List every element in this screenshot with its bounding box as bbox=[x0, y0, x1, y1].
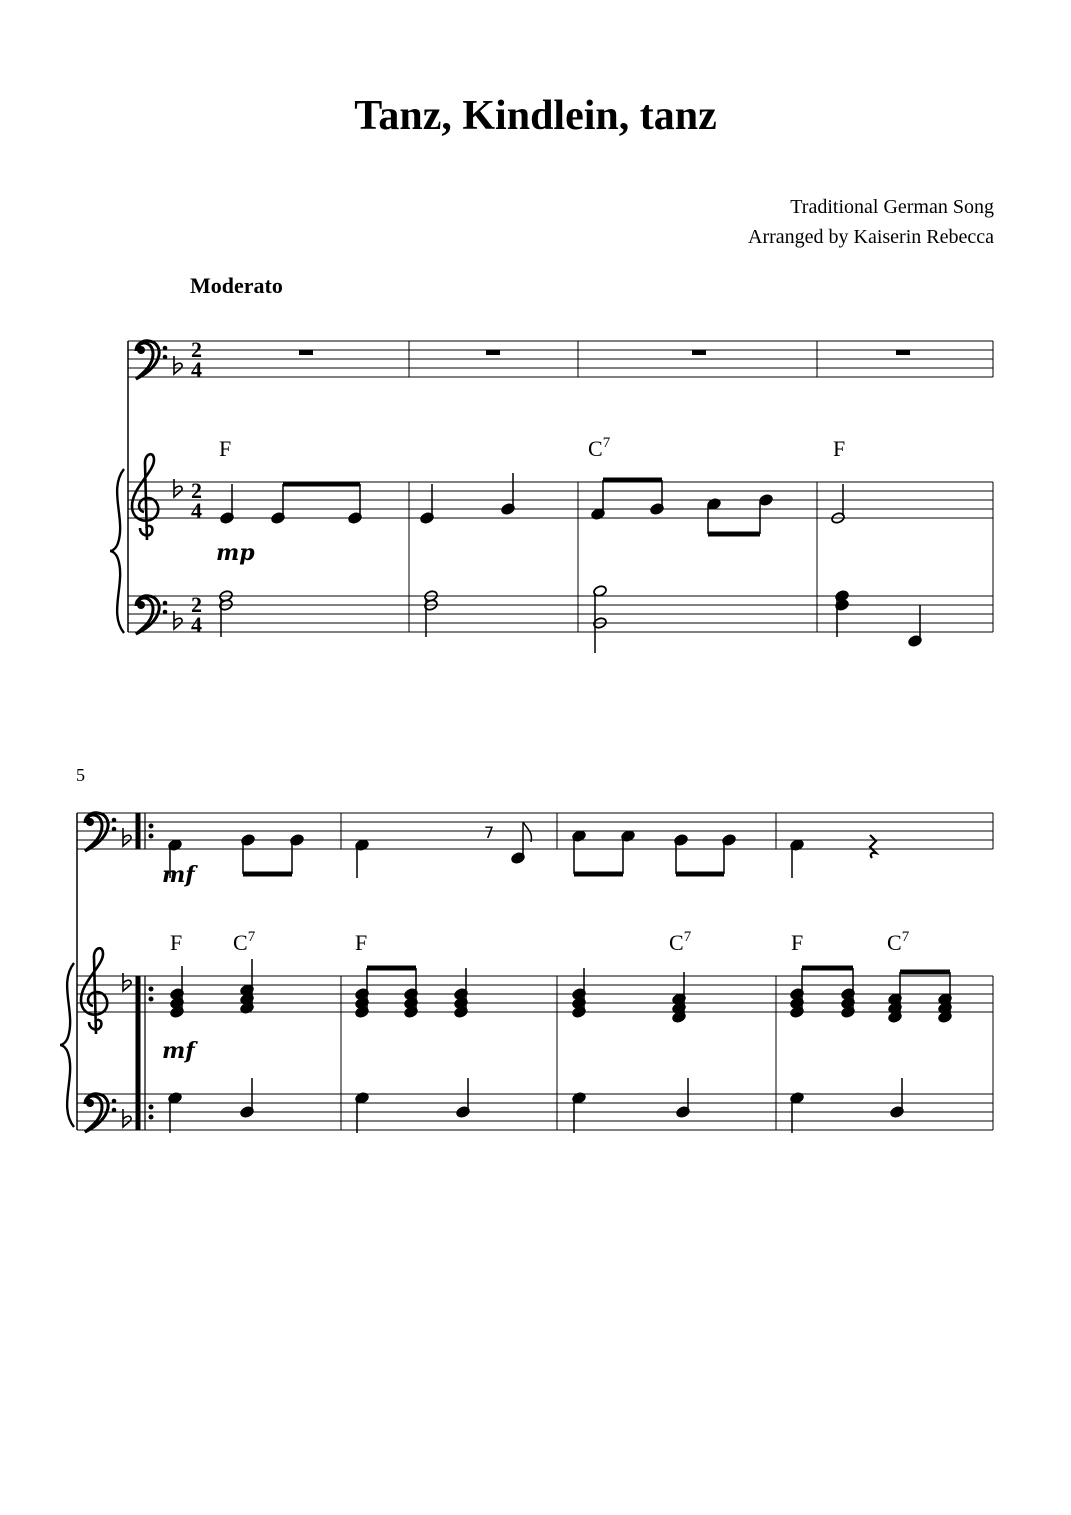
chord-symbol: $C^7$ bbox=[887, 929, 910, 955]
time-sig-top: 2 bbox=[191, 478, 202, 503]
system-2 bbox=[77, 813, 993, 1130]
piano-lh-staff-2 bbox=[77, 1094, 993, 1130]
solo-staff-2 bbox=[77, 813, 993, 849]
dynamic-marking: mp bbox=[216, 540, 255, 566]
solo-staff-1 bbox=[128, 341, 993, 377]
chord-symbol: F bbox=[833, 436, 846, 461]
chord-symbol: F bbox=[791, 930, 804, 955]
time-sig-top: 2 bbox=[191, 337, 202, 362]
system-1 bbox=[128, 341, 993, 632]
time-sig-bottom: 4 bbox=[191, 357, 202, 382]
piano-brace bbox=[110, 469, 124, 633]
tempo-marking: Moderato bbox=[190, 273, 283, 298]
bass-clef bbox=[136, 341, 167, 379]
bass-clef bbox=[85, 813, 116, 851]
svg-text:7: 7 bbox=[484, 823, 495, 842]
score-title: Tanz, Kindlein, tanz bbox=[354, 93, 717, 139]
arranger-line: Arranged by Kaiserin Rebecca bbox=[748, 226, 994, 248]
treble-clef bbox=[132, 454, 158, 540]
composer-line: Traditional German Song bbox=[790, 196, 994, 218]
dynamic-marking: mf bbox=[162, 1038, 195, 1064]
piano-brace bbox=[60, 963, 74, 1127]
chord-symbol: $C^7$ bbox=[233, 929, 256, 955]
repeat-sign bbox=[136, 813, 153, 1130]
chord-symbol: $C^7$ bbox=[588, 435, 611, 461]
time-sig-bottom: 4 bbox=[191, 498, 202, 523]
bass-clef bbox=[136, 596, 167, 634]
accompaniment-lh-2 bbox=[168, 1078, 905, 1133]
chord-symbol: F bbox=[219, 436, 232, 461]
dynamic-marking: mf bbox=[162, 862, 195, 888]
time-sig-top: 2 bbox=[191, 592, 202, 617]
accompaniment-rh-2 bbox=[170, 959, 953, 1023]
treble-clef bbox=[81, 948, 107, 1034]
whole-rests bbox=[299, 350, 910, 355]
piano-rh-staff-2 bbox=[77, 976, 993, 1012]
piano-rh-staff-1 bbox=[128, 482, 993, 518]
time-sig-bottom: 4 bbox=[191, 612, 202, 637]
chord-symbol: F bbox=[355, 930, 368, 955]
measure-number: 5 bbox=[76, 765, 85, 785]
chord-symbol: $C^7$ bbox=[669, 929, 692, 955]
solo-notes-2 bbox=[168, 822, 876, 878]
bass-clef bbox=[85, 1094, 116, 1132]
piano-lh-staff-1 bbox=[128, 596, 993, 632]
chord-symbol: F bbox=[170, 930, 183, 955]
